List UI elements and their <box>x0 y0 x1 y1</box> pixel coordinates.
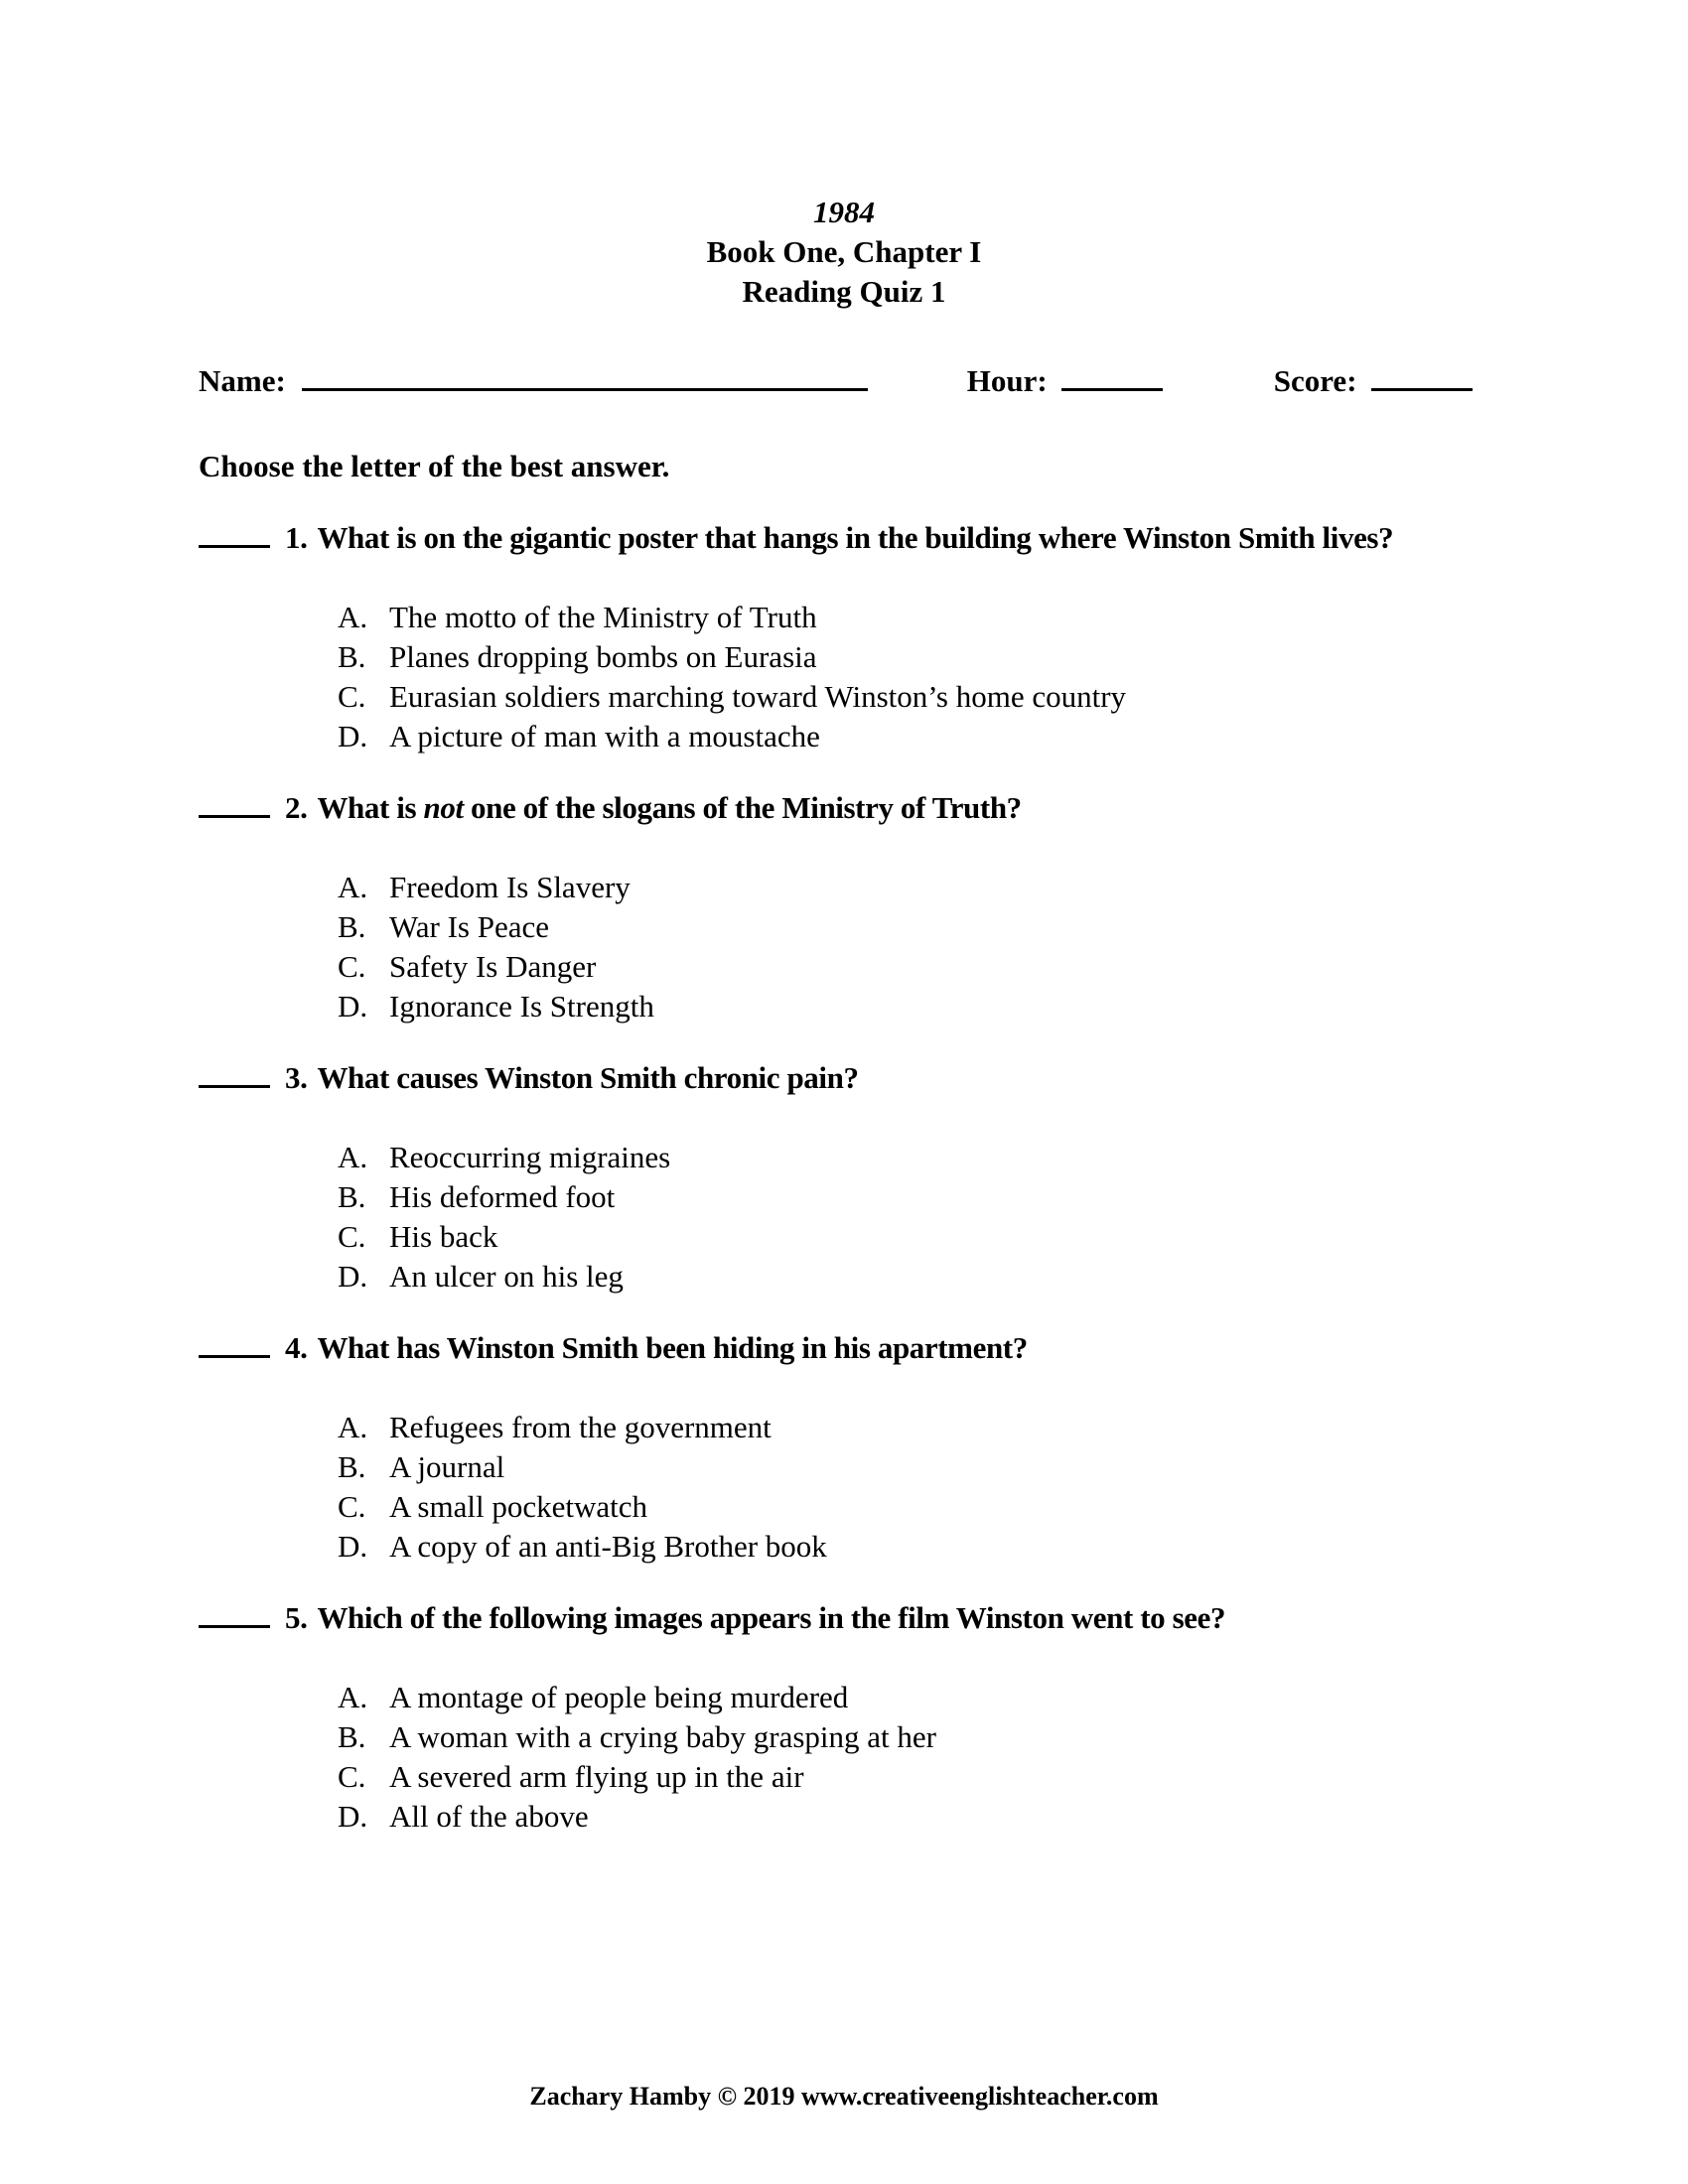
option-5c-letter: C. <box>338 1759 366 1794</box>
question-1 <box>199 518 1688 756</box>
option-5b-text: A woman with a crying baby grasping at her <box>389 1719 936 1754</box>
question-4-text <box>317 1330 1027 1365</box>
option-3a-letter: A. <box>338 1140 368 1174</box>
question-1-line <box>199 518 1688 558</box>
option-4b-letter: B. <box>338 1449 366 1484</box>
question-4-options <box>338 1408 1688 1567</box>
option-1b-text: Planes dropping bombs on Eurasia <box>389 639 817 674</box>
doc-footer: Zachary Hamby © 2019 www.creativeenglishteacher.com <box>529 2082 1159 2111</box>
question-2-line <box>199 788 1688 828</box>
question-2-text-emphasis: not <box>423 790 464 825</box>
question-1-text-pre: What is on the gigantic poster that hangs in the building where Winston Smith lives? <box>317 520 1394 555</box>
option-4c <box>338 1487 1688 1527</box>
option-4b-text: A journal <box>389 1449 505 1484</box>
option-2d-letter: D. <box>338 989 368 1024</box>
option-2a-letter: A. <box>338 870 368 904</box>
hour-input-line[interactable] <box>1061 362 1163 391</box>
option-3c <box>338 1217 1688 1257</box>
question-3-options <box>338 1138 1688 1297</box>
option-5c-text: A severed arm flying up in the air <box>389 1759 804 1794</box>
question-4-text-pre: What has Winston Smith been hiding in his apartment? <box>317 1330 1028 1365</box>
option-3a-text: Reoccurring migraines <box>389 1140 671 1174</box>
option-4a <box>338 1408 1688 1447</box>
question-5-number: 5. <box>285 1600 308 1635</box>
option-5d-text: All of the above <box>389 1799 589 1834</box>
option-2c-text: Safety Is Danger <box>389 949 597 984</box>
question-3-text-pre: What causes Winston Smith chronic pain? <box>317 1060 859 1095</box>
option-3d <box>338 1257 1688 1297</box>
question-3-line <box>199 1058 1688 1098</box>
book-title: 1984 <box>813 195 875 229</box>
question-2 <box>199 788 1688 1026</box>
option-2d <box>338 987 1688 1026</box>
option-1a-text: The motto of the Ministry of Truth <box>389 600 817 634</box>
option-1c-letter: C. <box>338 679 366 714</box>
question-5-options <box>338 1678 1688 1837</box>
option-2d-text: Ignorance Is Strength <box>389 989 654 1024</box>
option-1c-text: Eurasian soldiers marching toward Winston’s home country <box>389 679 1127 714</box>
question-2-options <box>338 868 1688 1026</box>
question-2-text-post: one of the slogans of the Ministry of Truth? <box>463 790 1022 825</box>
option-5d <box>338 1797 1688 1837</box>
question-5-line <box>199 1598 1688 1638</box>
question-3-number: 3. <box>285 1060 308 1095</box>
hour-label: Hour: <box>966 363 1048 398</box>
question-4-line <box>199 1328 1688 1368</box>
option-5b <box>338 1717 1688 1757</box>
question-1-number: 1. <box>285 520 308 555</box>
question-2-text <box>317 790 1021 825</box>
question-5-text <box>317 1600 1225 1635</box>
option-5d-letter: D. <box>338 1799 368 1834</box>
question-4 <box>199 1328 1688 1567</box>
option-4a-text: Refugees from the government <box>389 1410 772 1444</box>
doc-header <box>0 0 1688 312</box>
answer-blank-5[interactable] <box>199 1599 270 1628</box>
option-4c-letter: C. <box>338 1489 366 1524</box>
answer-blank-2[interactable] <box>199 789 270 818</box>
option-5b-letter: B. <box>338 1719 366 1754</box>
question-2-number: 2. <box>285 790 308 825</box>
option-5a-text: A montage of people being murdered <box>389 1680 849 1714</box>
question-5 <box>199 1598 1688 1837</box>
option-5c <box>338 1757 1688 1797</box>
answer-blank-4[interactable] <box>199 1329 270 1358</box>
answer-blank-1[interactable] <box>199 519 270 548</box>
option-4d <box>338 1527 1688 1567</box>
question-1-text <box>317 520 1393 555</box>
question-4-number: 4. <box>285 1330 308 1365</box>
option-3d-text: An ulcer on his leg <box>389 1259 624 1294</box>
name-label: Name: <box>199 363 286 398</box>
option-3c-letter: C. <box>338 1219 366 1254</box>
option-4a-letter: A. <box>338 1410 368 1444</box>
option-4d-text: A copy of an anti-Big Brother book <box>389 1529 827 1564</box>
option-3a <box>338 1138 1688 1177</box>
instructions: Choose the letter of the best answer. <box>199 449 670 483</box>
option-2c <box>338 947 1688 987</box>
option-3b <box>338 1177 1688 1217</box>
option-2b <box>338 907 1688 947</box>
option-4d-letter: D. <box>338 1529 368 1564</box>
option-1a-letter: A. <box>338 600 368 634</box>
option-1b <box>338 637 1688 677</box>
option-3d-letter: D. <box>338 1259 368 1294</box>
option-1d <box>338 717 1688 756</box>
question-3-text <box>317 1060 858 1095</box>
option-2a <box>338 868 1688 907</box>
option-1d-text: A picture of man with a moustache <box>389 719 820 753</box>
option-2a-text: Freedom Is Slavery <box>389 870 631 904</box>
option-1b-letter: B. <box>338 639 366 674</box>
question-1-options <box>338 598 1688 756</box>
name-input-line[interactable] <box>302 362 868 391</box>
answer-blank-3[interactable] <box>199 1059 270 1088</box>
option-2b-letter: B. <box>338 909 366 944</box>
option-3b-letter: B. <box>338 1179 366 1214</box>
quiz-title: Reading Quiz 1 <box>742 274 946 309</box>
option-4b <box>338 1447 1688 1487</box>
score-input-line[interactable] <box>1371 362 1473 391</box>
option-1d-letter: D. <box>338 719 368 753</box>
option-5a <box>338 1678 1688 1717</box>
question-2-text-pre: What is <box>317 790 424 825</box>
info-row <box>199 361 1688 401</box>
option-3b-text: His deformed foot <box>389 1179 616 1214</box>
option-3c-text: His back <box>389 1219 498 1254</box>
score-label: Score: <box>1273 363 1357 398</box>
option-5a-letter: A. <box>338 1680 368 1714</box>
option-4c-text: A small pocketwatch <box>389 1489 647 1524</box>
question-3 <box>199 1058 1688 1297</box>
option-1a <box>338 598 1688 637</box>
chapter-title: Book One, Chapter I <box>706 234 982 269</box>
question-5-text-pre: Which of the following images appears in the film Winston went to see? <box>317 1600 1226 1635</box>
option-2b-text: War Is Peace <box>389 909 550 944</box>
option-1c <box>338 677 1688 717</box>
option-2c-letter: C. <box>338 949 366 984</box>
